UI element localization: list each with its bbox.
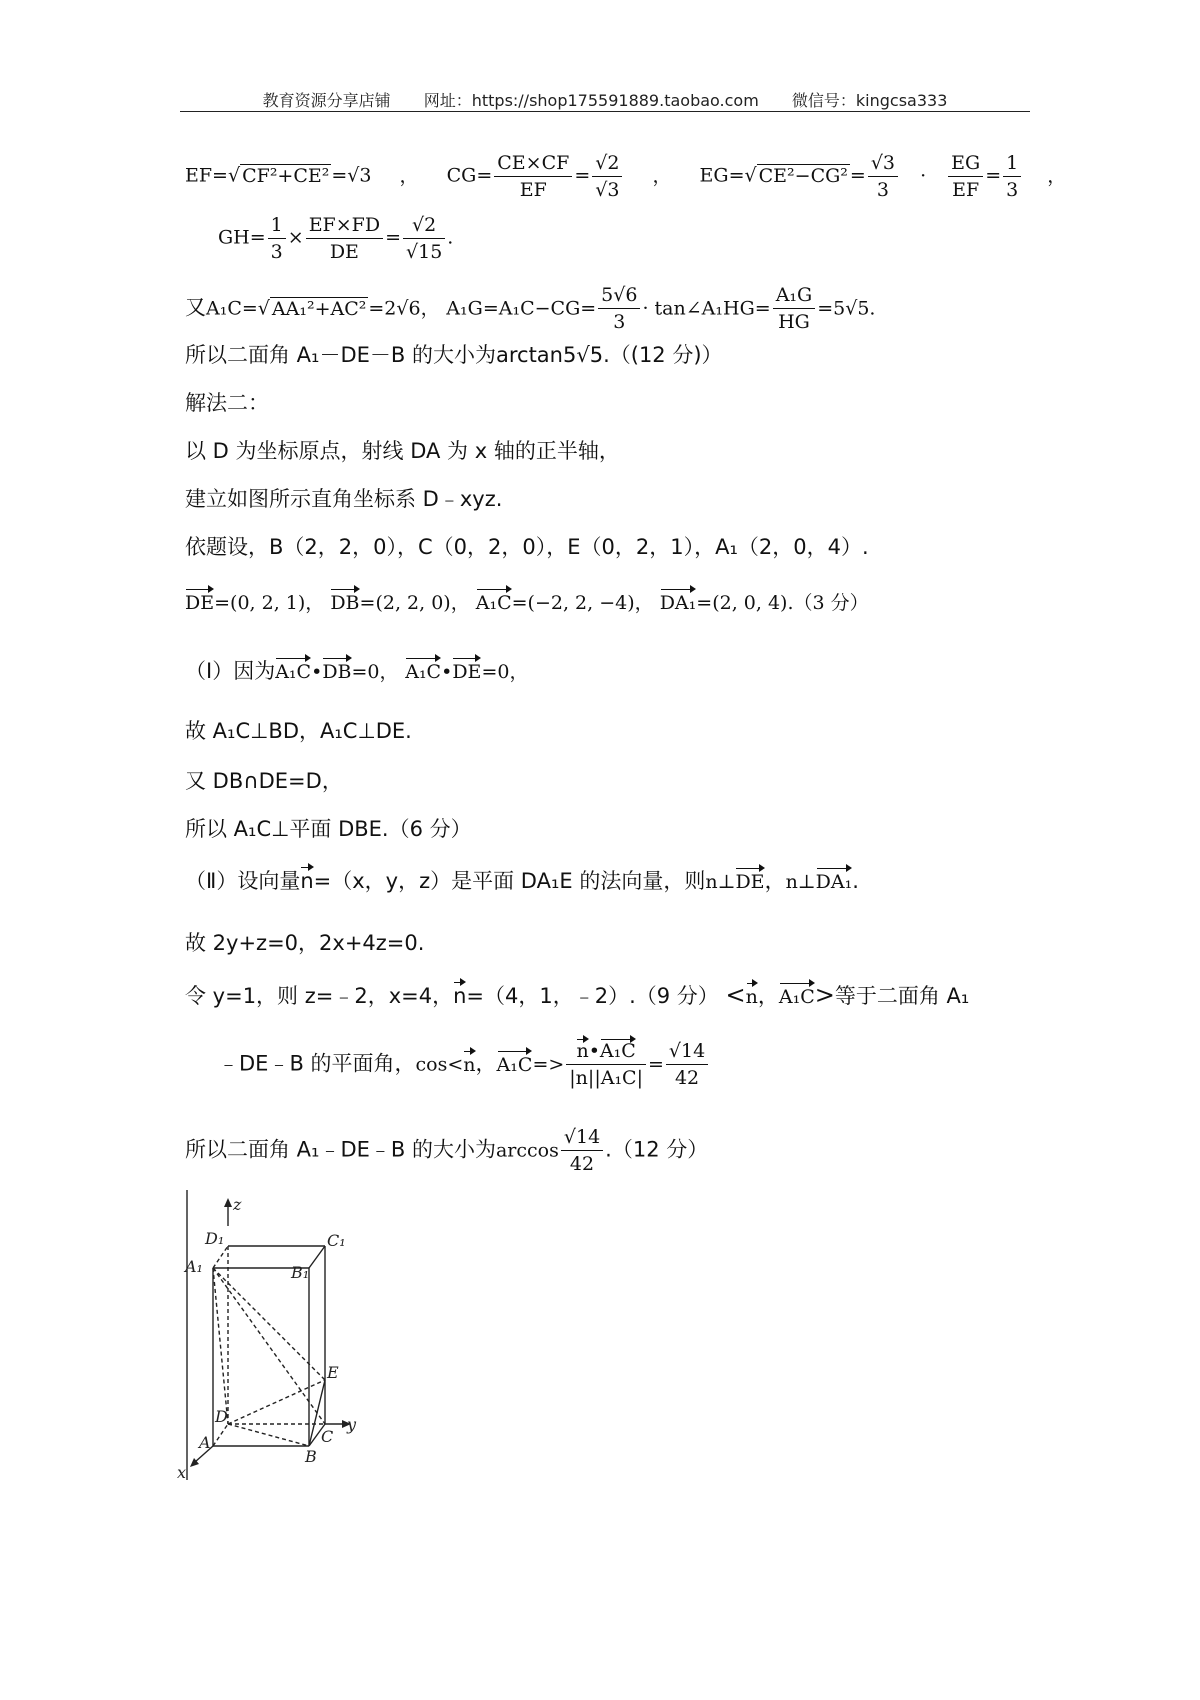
vector-a1c: A₁C <box>275 657 311 687</box>
cos-result <box>666 1038 708 1091</box>
a1c-radicand: AA₁²+AC² <box>271 297 367 320</box>
text-line-4: 所以二面角 A₁－DE－B 的大小为arctan5√5.（(12 分)） <box>185 343 723 367</box>
text-pre: 所以二面角 A₁﹣DE﹣B 的大小为 <box>185 1137 496 1162</box>
frac-den: 3 <box>1006 179 1019 201</box>
gh-fraction-1 <box>268 212 286 265</box>
ef-radicand: CF²+CE² <box>242 164 330 187</box>
vector-da1: DA₁ <box>660 588 697 618</box>
comma: ， <box>764 869 786 893</box>
label-y: y <box>347 1415 357 1434</box>
vector-n: n <box>463 1050 475 1080</box>
frac-den: 3 <box>270 241 283 263</box>
frac-num: EF×FD <box>306 212 383 239</box>
label-a1: A₁ <box>185 1257 203 1276</box>
period: . <box>852 869 859 893</box>
n-value: =（4，1，﹣2）.（9 分） <box>466 984 719 1008</box>
text-line-17 <box>218 1038 710 1091</box>
text-line-10 <box>185 656 528 687</box>
ef-value: =√3 <box>331 164 372 187</box>
equals: = <box>849 164 866 187</box>
header-shop: 教育资源分享店铺 <box>262 91 391 110</box>
text-line-13: 所以 A₁C⊥平面 DBE.（6 分） <box>185 817 472 841</box>
text-pre: （Ⅱ）设向量 <box>185 869 301 893</box>
cg-fraction-2 <box>592 150 622 203</box>
ratio-fraction-2 <box>1003 150 1021 203</box>
frac-num: √3 <box>868 150 898 177</box>
label-c1: C₁ <box>327 1231 346 1250</box>
text-pre: 令 y=1，则 z=﹣2，x=4， <box>185 984 454 1008</box>
label-b1: B₁ <box>291 1263 310 1282</box>
arccos-fraction <box>561 1124 603 1177</box>
text-pre: （Ⅰ）因为 <box>185 659 276 683</box>
frac-den: 42 <box>569 1153 595 1175</box>
text-line-18 <box>185 1124 708 1177</box>
frac-num: A₁G <box>773 282 816 309</box>
dot: · <box>920 164 927 187</box>
equals: = <box>985 164 1002 187</box>
frac-den: HG <box>778 311 810 333</box>
text-end: .（12 分） <box>605 1137 709 1162</box>
label-z: z <box>233 1195 242 1214</box>
cg-label: CG= <box>446 164 493 187</box>
label-x: x <box>177 1463 187 1482</box>
frac-num: √14 <box>561 1124 603 1151</box>
formula-line-3 <box>185 282 875 335</box>
separator: ， <box>652 164 672 187</box>
header-rule <box>180 111 1030 112</box>
vector-a1c: A₁C <box>779 982 815 1012</box>
label-c: C <box>321 1427 334 1446</box>
frac-den: 42 <box>674 1067 700 1089</box>
vector-db: DB <box>322 657 351 687</box>
formula-line-2 <box>218 212 453 265</box>
eg-fraction <box>868 150 898 203</box>
frac-num: √14 <box>666 1038 708 1065</box>
frac-num: 5√6 <box>598 282 640 309</box>
vector-de: DE <box>735 867 764 897</box>
vector-n: n <box>300 866 313 896</box>
angle-close: > <box>814 981 835 1009</box>
equals-zero: =0， <box>481 661 529 683</box>
vector-n: n <box>576 1040 589 1062</box>
header-url: 网址：https://shop175591889.taobao.com <box>423 91 759 110</box>
vector-db: DB <box>330 588 359 618</box>
cg-fraction <box>494 150 572 203</box>
ef-label: EF= <box>185 164 228 187</box>
a1g-fraction <box>598 282 640 335</box>
vector-da1: DA₁ <box>816 867 853 897</box>
vector-value: =(0, 2, 1)， <box>214 592 325 614</box>
frac-den: EF <box>519 179 547 201</box>
tan-value: =5√5. <box>817 297 876 320</box>
frac-den: 3 <box>876 179 889 201</box>
frac-num: 1 <box>268 212 286 239</box>
text-line-5: 解法二： <box>185 391 269 415</box>
you-text: 又 <box>185 295 206 320</box>
vector-value: =(2, 0, 4).（3 分） <box>696 592 869 614</box>
frac-num: √2 <box>592 150 622 177</box>
vector-de: DE <box>185 588 214 618</box>
equals-close: => <box>532 1053 565 1076</box>
equals-zero: =0， <box>351 661 399 683</box>
ratio-fraction <box>948 150 983 203</box>
vector-value: =(2, 2, 0)， <box>359 592 470 614</box>
a1c-value: =2√6， <box>368 297 440 320</box>
text-line-7: 建立如图所示直角坐标系 D﹣xyz. <box>185 487 503 511</box>
cuboid-coordinate-figure <box>177 1190 403 1490</box>
frac-num: CE×CF <box>494 150 572 177</box>
dot: • <box>311 661 323 683</box>
frac-num: EG <box>948 150 983 177</box>
angle-open: < <box>725 981 746 1009</box>
frac-num <box>566 1038 646 1065</box>
text-line-15: 故 2y+z=0，2x+4z=0. <box>185 931 425 955</box>
cos-fraction <box>566 1038 646 1091</box>
vector-a1c: A₁C <box>405 657 441 687</box>
frac-num: √2 <box>403 212 445 239</box>
label-d1: D₁ <box>205 1229 225 1248</box>
vector-n: n <box>746 982 758 1012</box>
text-pre: ﹣DE﹣B 的平面角， <box>218 1051 416 1076</box>
gh-fraction-3 <box>403 212 445 265</box>
frac-den: DE <box>329 241 359 263</box>
frac-den: 3 <box>613 311 626 333</box>
sqrt-sign: √ <box>227 164 241 187</box>
vector-a1c: A₁C <box>599 1040 636 1062</box>
sqrt-sign: √ <box>744 164 757 187</box>
label-a: A <box>199 1433 211 1452</box>
eg-radicand: CE²−CG² <box>758 164 848 187</box>
equals: = <box>648 1053 664 1076</box>
a1g-label: A₁G=A₁C−CG= <box>446 297 597 320</box>
formula-line-1 <box>185 150 1066 203</box>
comma: ， <box>475 1051 497 1076</box>
frac-num: 1 <box>1003 150 1021 177</box>
text-line-16 <box>185 980 969 1012</box>
z-axis-arrow <box>224 1198 232 1207</box>
text-end: 等于二面角 A₁ <box>834 984 970 1008</box>
label-b: B <box>305 1447 317 1466</box>
tan-label: · tan∠A₁HG= <box>642 297 771 320</box>
vector-de: DE <box>452 657 481 687</box>
period: . <box>447 226 454 249</box>
text-line-11: 故 A₁C⊥BD，A₁C⊥DE. <box>185 719 412 743</box>
a1c-label: A₁C= <box>206 297 258 320</box>
frac-den: √3 <box>595 179 620 201</box>
vector-value: =(−2, 2, −4)， <box>511 592 654 614</box>
text-line-14 <box>185 866 859 897</box>
vector-line-9 <box>185 588 869 618</box>
label-e: E <box>327 1363 339 1382</box>
text-mid: =（x，y，z）是平面 DA₁E 的法向量，则 <box>313 869 706 893</box>
text-line-8: 依题设，B（2，2，0），C（0，2，0），E（0，2，1），A₁（2，0，4）. <box>185 535 869 559</box>
tan-fraction <box>773 282 816 335</box>
page-header <box>180 88 1030 111</box>
eg-label: EG= <box>699 164 745 187</box>
dot: • <box>588 1040 600 1062</box>
vector-a1c: A₁C <box>476 588 512 618</box>
cos-label: cos< <box>415 1053 464 1076</box>
text-line-12: 又 DB∩DE=D， <box>185 769 343 793</box>
n-perp: n⊥ <box>705 871 736 893</box>
equals: = <box>574 164 591 187</box>
separator: ， <box>399 164 419 187</box>
separator: ， <box>1047 164 1067 187</box>
text-line-6: 以 D 为坐标原点，射线 DA 为 x 轴的正半轴， <box>185 439 620 463</box>
frac-den: EF <box>952 179 980 201</box>
vector-n: n <box>453 981 466 1011</box>
gh-fraction-2 <box>306 212 383 265</box>
times: × <box>287 226 304 249</box>
frac-den: √15 <box>406 241 443 263</box>
header-wechat: 微信号：kingcsa333 <box>791 91 948 110</box>
gh-label: GH= <box>218 226 266 249</box>
label-d: D <box>215 1407 228 1426</box>
n-perp: n⊥ <box>785 871 816 893</box>
frac-den: |n||A₁C| <box>569 1067 643 1089</box>
vector-a1c: A₁C <box>497 1050 533 1080</box>
equals: = <box>385 226 401 249</box>
arccos-label: arccos <box>495 1139 559 1162</box>
dot: • <box>441 661 453 683</box>
comma: ， <box>757 984 779 1008</box>
sqrt-sign: √ <box>257 297 270 320</box>
